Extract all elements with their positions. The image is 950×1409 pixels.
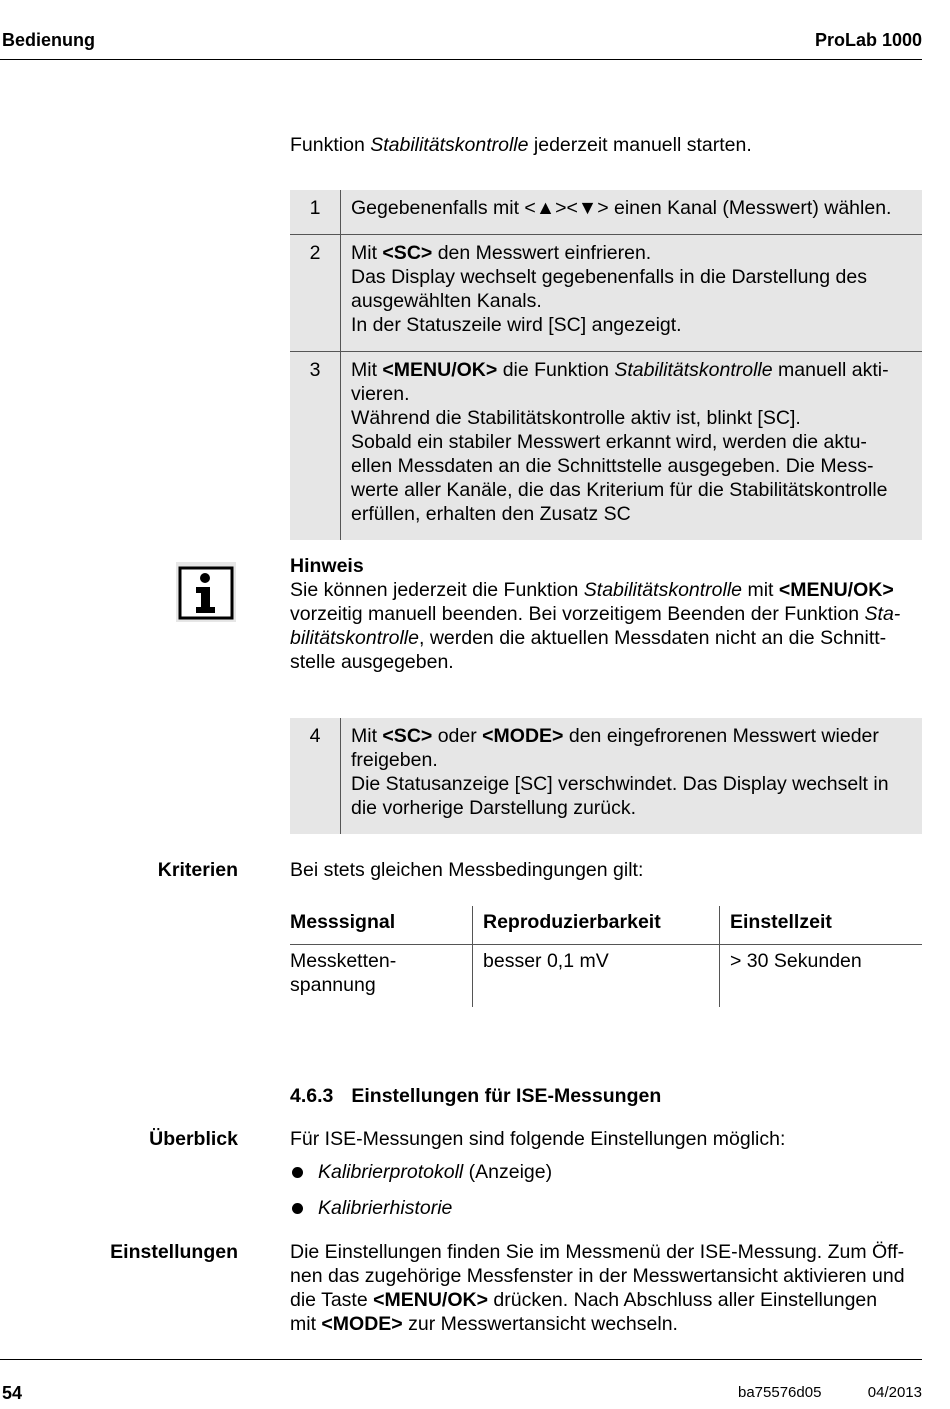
bullet-icon — [292, 1167, 303, 1178]
column-header: Einstellzeit — [720, 906, 923, 945]
steps-table — [290, 190, 922, 540]
header-chapter: Bedienung — [2, 30, 95, 50]
table-cell: besser 0,1 mV — [473, 945, 720, 1008]
table-cell: Messketten- spannung — [290, 950, 397, 996]
column-header: Reproduzierbarkeit — [473, 906, 720, 945]
step-row — [290, 718, 922, 834]
section-heading — [290, 1084, 661, 1108]
step-row — [290, 235, 922, 352]
table-row — [290, 945, 922, 1008]
note-block: Hinweis Sie können jederzeit die Funktion Stabilitätskontrolle mit <MENU/OK> vorzeitig manuell beenden. Bei vorzeitigem Beenden der Funktion Sta- bilitätskontrolle, werden die aktuellen Messdaten nicht an die Schnitt- stelle ausgegeben. — [290, 554, 930, 674]
step-text: Mit <SC> den Messwert einfrieren. Das Display wechselt gegebenenfalls in die Darstellung des ausgewählten Kanals. In der Statuszeile wird [SC] angezeigt. — [341, 235, 923, 352]
section-number: 4.6.3 — [290, 1085, 334, 1107]
info-icon — [176, 562, 236, 622]
step-number: 2 — [290, 235, 341, 352]
intro-text: Funktion Stabilitätskontrolle jederzeit manuell starten. — [290, 134, 752, 156]
table-header-row — [290, 906, 922, 945]
step-row — [290, 190, 922, 235]
note-title: Hinweis — [290, 555, 364, 577]
step-number: 3 — [290, 352, 341, 541]
column-header: Messsignal — [290, 906, 473, 945]
kriterien-label: Kriterien — [157, 859, 238, 881]
step-number: 1 — [290, 190, 341, 235]
header-rule — [0, 59, 922, 60]
section-title: Einstellungen für ISE-Messungen — [351, 1085, 662, 1107]
step-text: Gegebenenfalls mit <▲><▼> einen Kanal (Messwert) wählen. — [341, 190, 923, 235]
doc-number: ba75576d05 — [738, 1384, 822, 1401]
kriterien-text: Bei stets gleichen Messbedingungen gilt: — [290, 859, 644, 881]
page-number: 54 — [2, 1383, 23, 1403]
footer-rule — [0, 1359, 922, 1360]
header-product: ProLab 1000 — [814, 30, 922, 50]
doc-date: 04/2013 — [867, 1384, 922, 1401]
einstellungen-label: Einstellungen — [110, 1241, 238, 1263]
step4-table — [290, 718, 922, 834]
ueberblick-text: Für ISE-Messungen sind folgende Einstellungen möglich: — [290, 1128, 786, 1150]
criteria-table — [290, 906, 922, 1007]
ueberblick-label: Überblick — [149, 1128, 238, 1150]
step-number: 4 — [290, 718, 341, 834]
list-item: Kalibrierhistorie — [290, 1196, 552, 1232]
list-item: Kalibrierprotokoll (Anzeige) — [290, 1160, 552, 1196]
bullet-icon — [292, 1203, 303, 1214]
einstellungen-text: Die Einstellungen finden Sie im Messmenü der ISE-Messung. Zum Öff- nen das zugehörige Messfenster in der Messwertansicht aktivieren und die Taste <MENU/OK> drücken. Nach Abschluss aller Einstellungen mit <MODE> zur Messwertansicht wechseln. — [290, 1241, 905, 1335]
settings-list — [290, 1160, 552, 1232]
step-text: Mit <MENU/OK> die Funktion Stabilitätskontrolle manuell akti- vieren. Während die Stabilitätskontrolle aktiv ist, blinkt [SC]. Sobald ein stabiler Messwert erkannt wird, werden die aktu- ellen Messdaten an die Schnittstelle ausgegeben. Die Mess- werte aller Kanäle, die das Kriterium für die Stabilitätskontrolle erfüllen, erhalten den Zusatz SC — [341, 352, 923, 541]
step-text: Mit <SC> oder <MODE> den eingefrorenen Messwert wieder freigeben. Die Statusanzeige [SC] verschwindet. Das Display wechselt in die vorherige Darstellung zurück. — [341, 718, 923, 834]
step-row — [290, 352, 922, 541]
table-cell: > 30 Sekunden — [720, 945, 923, 1008]
